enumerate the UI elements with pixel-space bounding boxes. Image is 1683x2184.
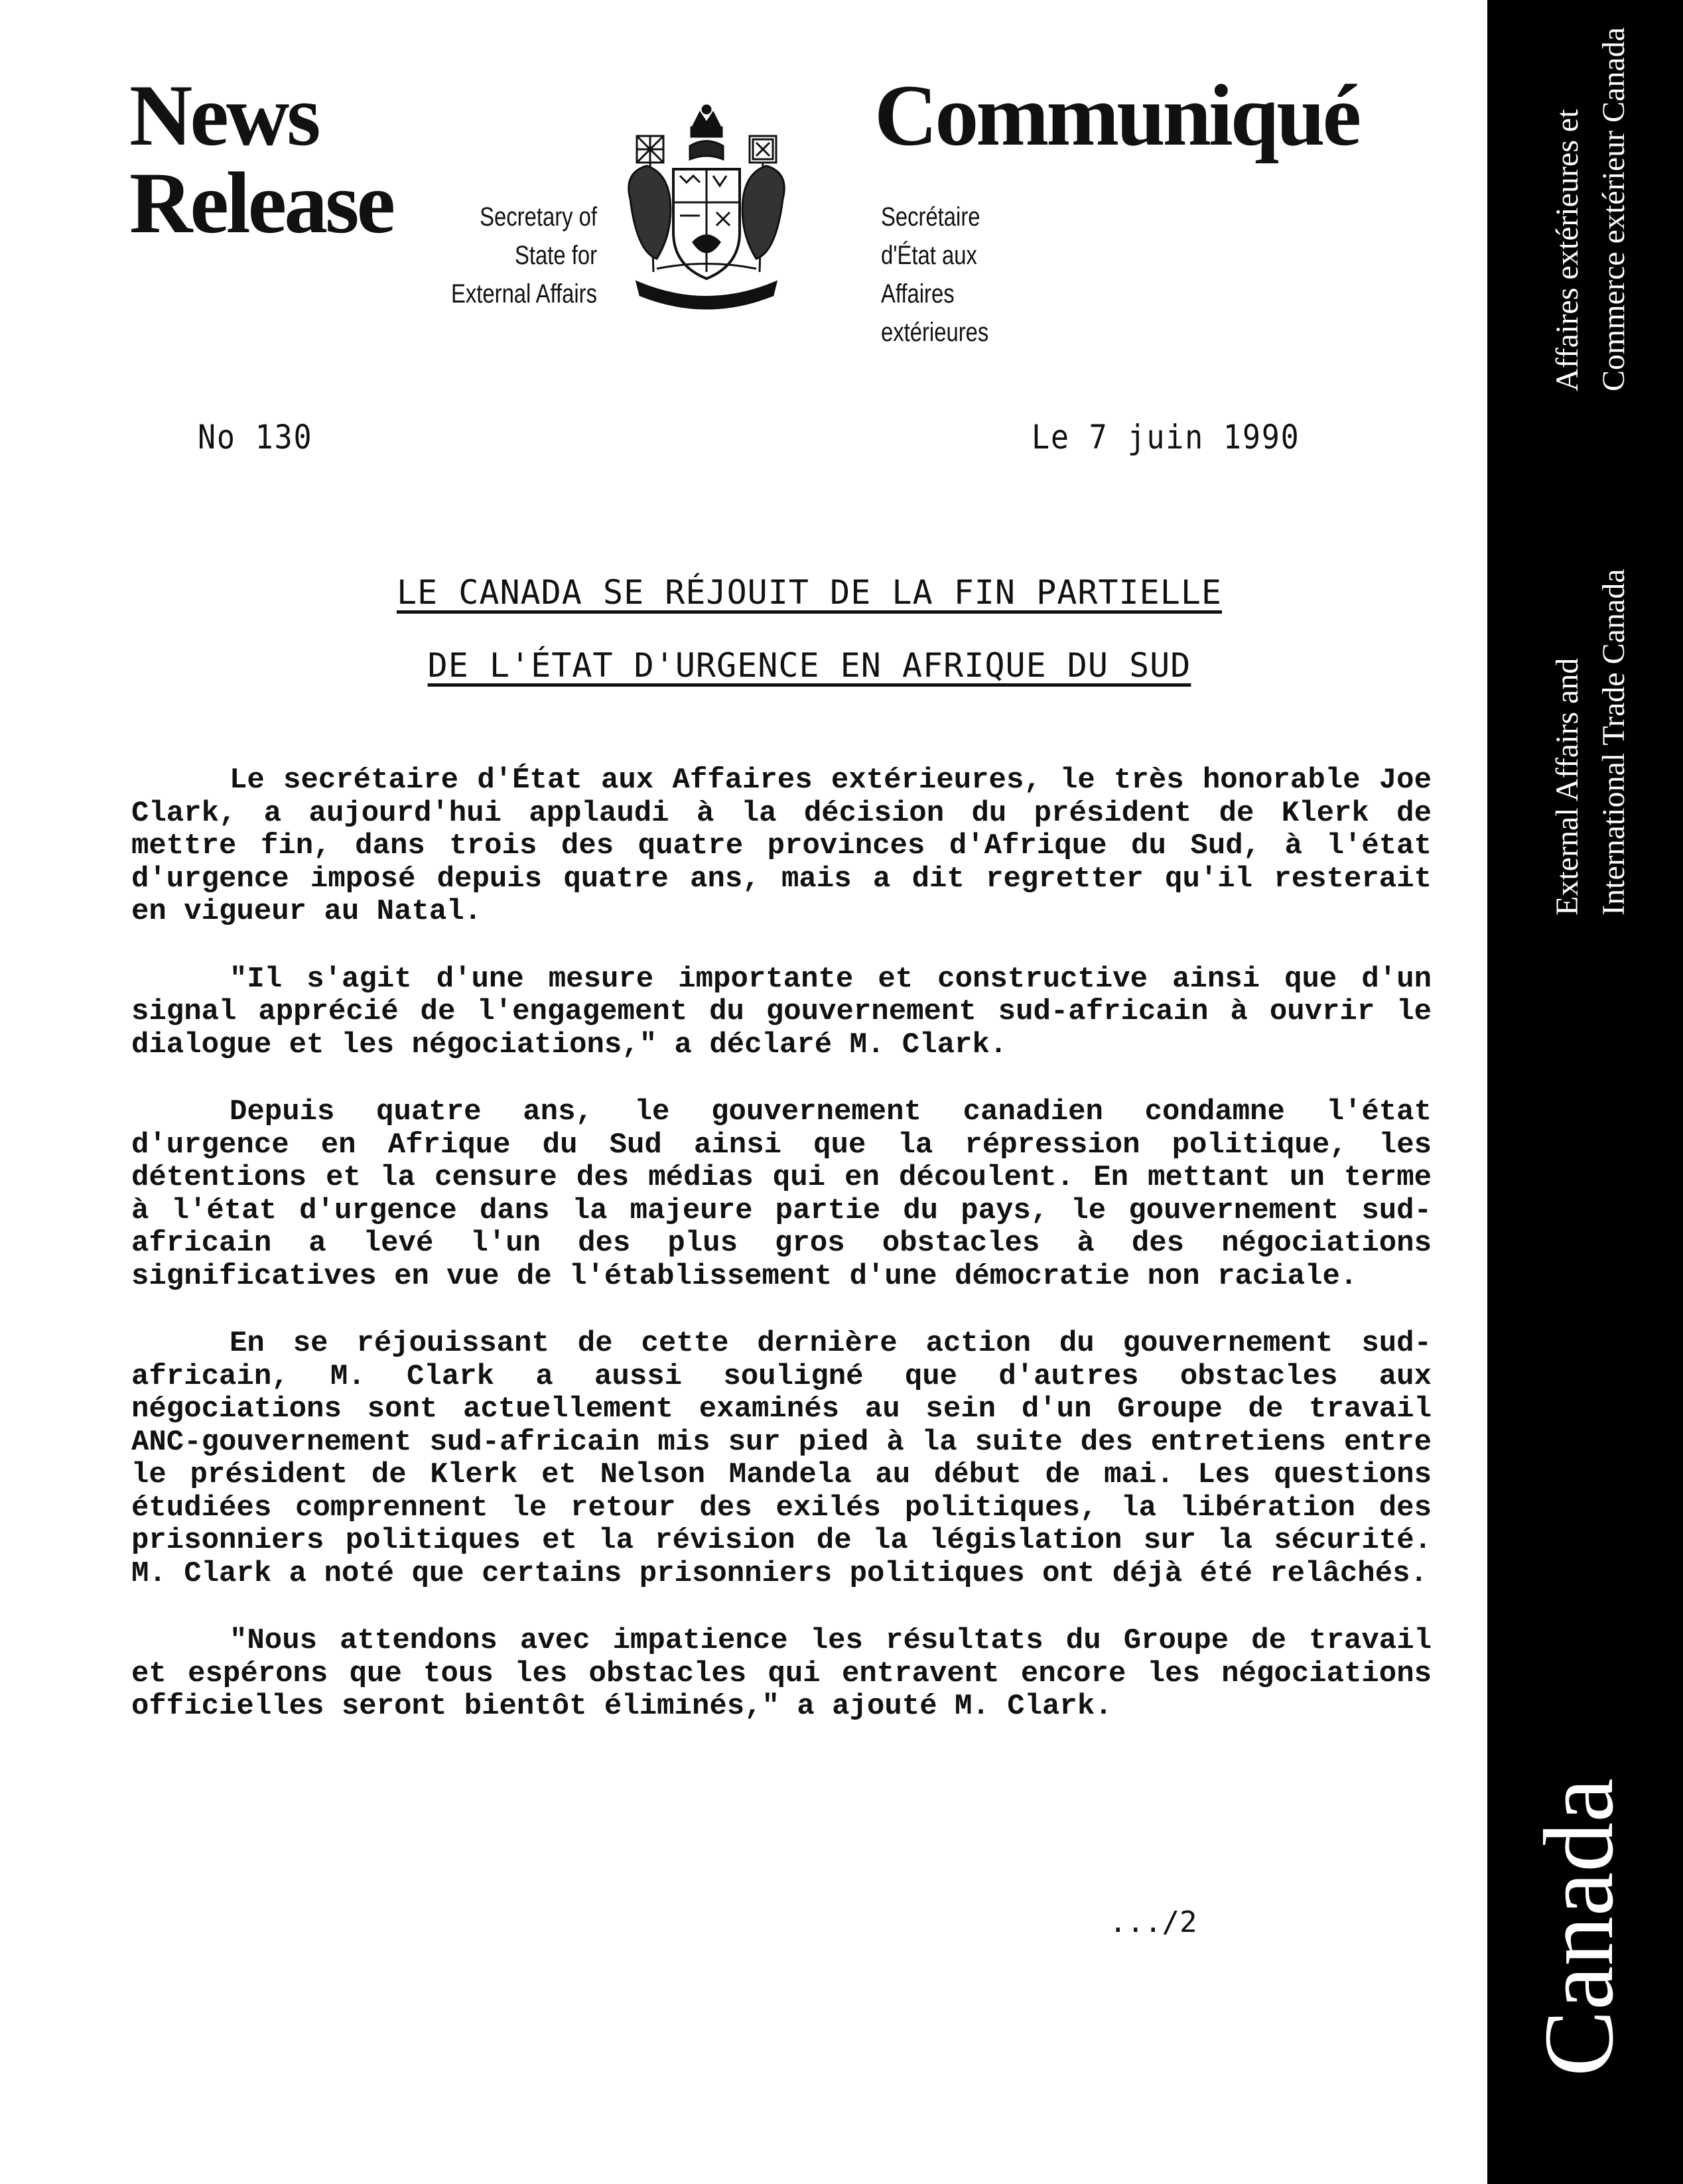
canada-wordmark: Canada (1524, 1778, 1634, 2077)
department-name-fr (881, 198, 1099, 352)
dept-fr-line: extérieures (881, 318, 989, 347)
headline-line: DE L'ÉTAT D'URGENCE EN AFRIQUE DU SUD (427, 646, 1191, 685)
release-date: Le 7 juin 1990 (1032, 418, 1300, 456)
paragraph: "Il s'agit d'une mesure importante et constructive ainsi que d'un signal apprécié de l'engagement du gouvernement sud-africain à ouvrir le dialogue et les négociations," a déclaré M. Clark. (131, 962, 1432, 1061)
sidebar-en-line: International Trade Canada (1596, 569, 1631, 916)
paragraph: Le secrétaire d'État aux Affaires extérieures, le très honorable Joe Clark, a aujourd'hui applaudi à la décision du président de Klerk de mettre fin, dans trois des quatre provinces d'Afrique du Sud, à l'état d'urgence imposé depuis quatre ans, mais a dit regretter qu'il resterait en vigueur au Natal. (131, 764, 1432, 928)
dept-en-line: State for (515, 241, 597, 270)
sidebar-fr-line: Commerce extérieur Canada (1596, 27, 1631, 391)
title-fr: Communiqué (874, 66, 1359, 164)
dept-en-line: External Affairs (451, 279, 597, 308)
page-continuation: .../2 (1109, 1905, 1197, 1939)
dept-fr-line: Affaires (881, 279, 955, 308)
dept-en-line: Secretary of (480, 202, 597, 232)
headline (292, 556, 1327, 702)
dept-fr-line: Secrétaire (881, 202, 980, 232)
body-text (131, 764, 1432, 1758)
paragraph: En se réjouissant de cette dernière action du gouvernement sud-africain, M. Clark a aussi souligné que d'autres obstacles aux négociations sont actuellement examinés au sein d'un Groupe de travail ANC-gouvernement sud-africain mis sur pied à la suite des entretiens entre le président de Klerk et Nelson Mandela au début de mai. Les questions étudiées comprennent le retour des exilés politiques, la libération des prisonniers politiques et la révision de la législation sur la sécurité. M. Clark a noté que certains prisonniers politiques ont déjà été relâchés. (131, 1327, 1432, 1590)
paragraph: "Nous attendons avec impatience les résultats du Groupe de travail et espérons que tous les obstacles qui entravent encore les négociations officielles seront bientôt éliminés," a ajouté M. Clark. (131, 1624, 1432, 1723)
department-name-en (379, 198, 597, 313)
coat-of-arms-icon (617, 100, 796, 325)
sidebar-fr-line: Affaires extérieures et (1550, 109, 1585, 391)
header-right (874, 66, 1359, 164)
headline-line: LE CANADA SE RÉJOUIT DE LA FIN PARTIELLE (396, 573, 1223, 612)
release-number: No 130 (198, 418, 313, 456)
paragraph: Depuis quatre ans, le gouvernement canadien condamne l'état d'urgence en Afrique du Sud ainsi que la répression politique, les détentions et la censure des médias qui en découlent. En mettant un terme à l'état d'urgence dans la majeure partie du pays, le gouvernement sud-africain a levé l'un des plus gros obstacles à des négociations significatives en vue de l'établissement d'une démocratie non raciale. (131, 1095, 1432, 1293)
sidebar-en-line: External Affairs and (1550, 657, 1585, 916)
title-en: News Release (129, 66, 393, 251)
dept-fr-line: d'État aux (881, 241, 977, 270)
